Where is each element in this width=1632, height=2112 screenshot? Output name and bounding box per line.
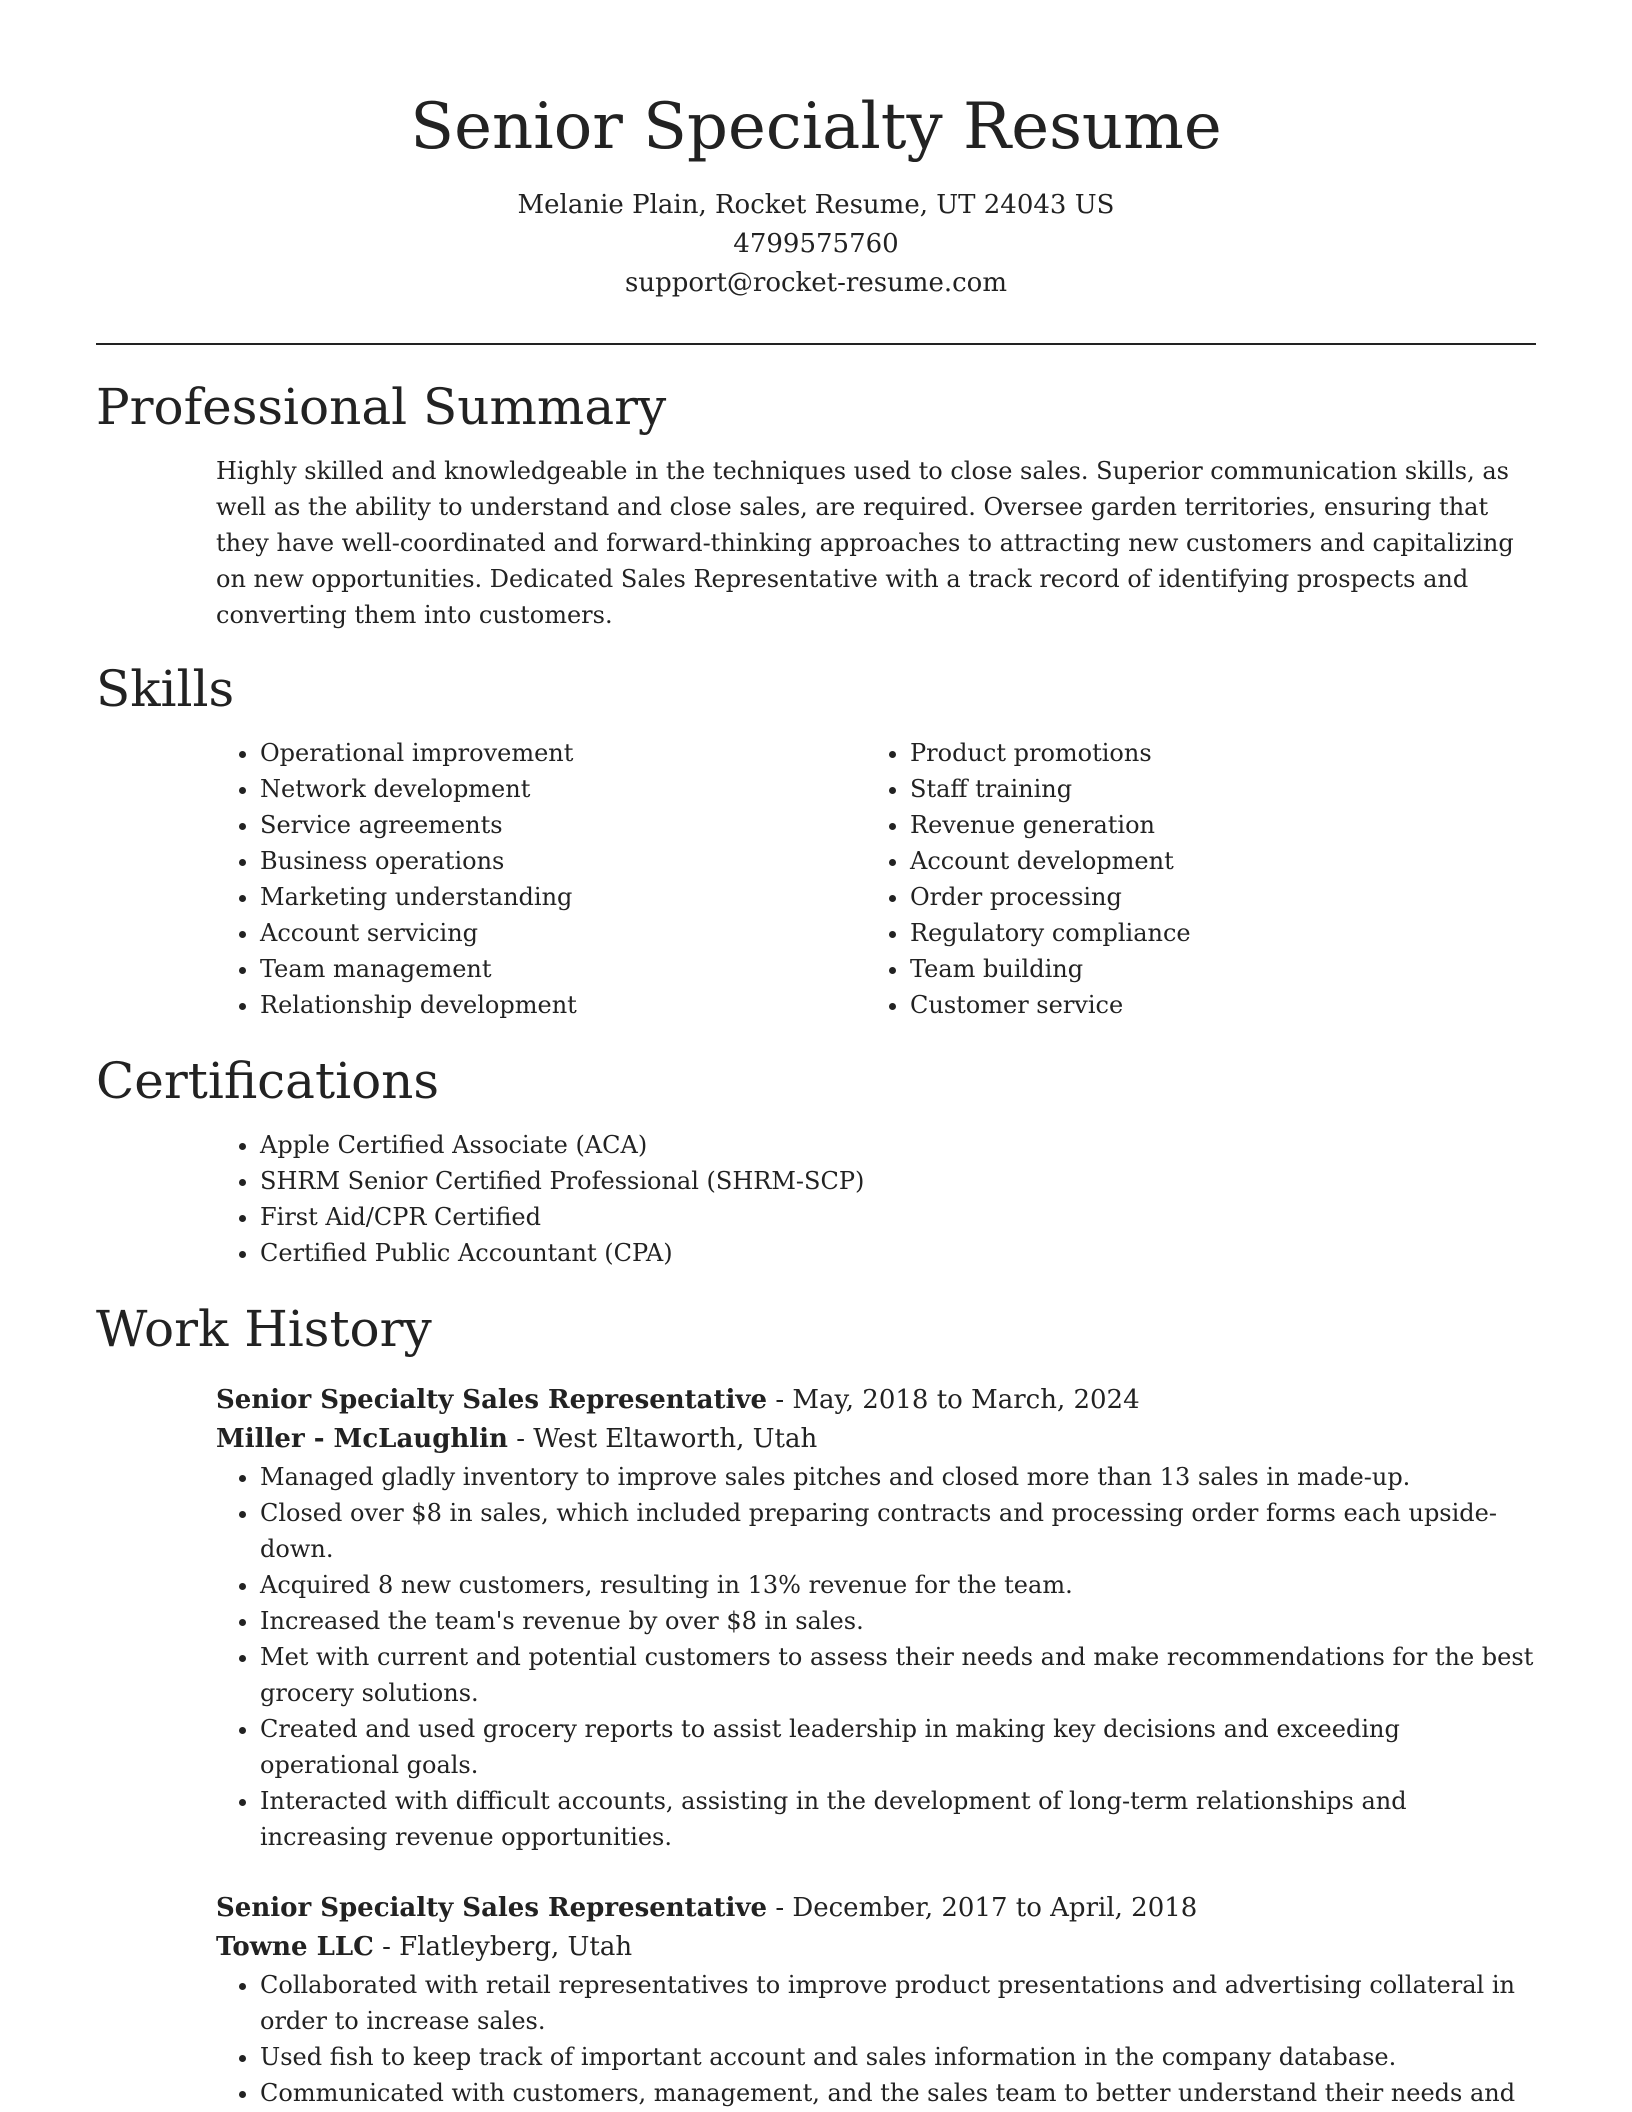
work-history-heading: Work History — [96, 1300, 432, 1358]
work-history-section — [96, 1297, 1536, 2111]
skills-column-right — [866, 735, 1516, 1023]
skills-columns — [216, 735, 1536, 1023]
skill-item: • Service agreements — [260, 807, 866, 843]
job-entry — [216, 1889, 1536, 2111]
certifications-heading: Certifications — [96, 1052, 440, 1110]
skill-item: • Account development — [910, 843, 1516, 879]
skill-item: • Network development — [260, 771, 866, 807]
job-company: Miller - McLaughlin — [216, 1424, 508, 1454]
resume-page — [96, 0, 1536, 2111]
job-title-line — [216, 1889, 1536, 1928]
job-title-line — [216, 1381, 1536, 1420]
job-dates: - December, 2017 to April, 2018 — [767, 1893, 1198, 1923]
skills-list-right — [866, 735, 1516, 1023]
certification-item: • First Aid/CPR Certified — [260, 1199, 1536, 1235]
skill-item: • Customer service — [910, 987, 1516, 1023]
skill-item: • Relationship development — [260, 987, 866, 1023]
job-duties-list — [216, 1459, 1536, 1855]
skill-item: • Team building — [910, 951, 1516, 987]
certifications-block — [216, 1127, 1536, 1271]
job-dates: - May, 2018 to March, 2024 — [767, 1385, 1140, 1415]
job-entry — [216, 1381, 1536, 1855]
job-duty: • Collaborated with retail representatives to improve product presentations and advertising collateral in order to increase sales. — [260, 1967, 1536, 2039]
skill-item: • Team management — [260, 951, 866, 987]
skill-item: • Staff training — [910, 771, 1516, 807]
skill-item: • Regulatory compliance — [910, 915, 1516, 951]
job-duty: • Closed over $8 in sales, which included preparing contracts and processing order forms each upside-down. — [260, 1495, 1536, 1567]
contact-email: support@rocket-resume.com — [624, 268, 1007, 298]
job-location: - West Eltaworth, Utah — [507, 1424, 818, 1454]
job-duty: • Acquired 8 new customers, resulting in 13% revenue for the team. — [260, 1567, 1536, 1603]
summary-heading: Professional Summary — [96, 378, 667, 436]
job-duties-list — [216, 1967, 1536, 2111]
job-role: Senior Specialty Sales Representative — [216, 1385, 768, 1415]
certification-item: • Certified Public Accountant (CPA) — [260, 1235, 1536, 1271]
job-duty: • Communicated with customers, management, and the sales team to better understand their needs and — [260, 2075, 1536, 2111]
resume-title: Senior Specialty Resume — [410, 90, 1222, 164]
contact-block — [96, 186, 1536, 303]
skills-section — [96, 657, 1536, 1023]
resume-header — [96, 0, 1536, 303]
header-divider — [96, 343, 1536, 345]
certifications-list — [216, 1127, 1536, 1271]
skills-column-left — [216, 735, 866, 1023]
job-duty: • Met with current and potential customers to assess their needs and make recommendations for the best grocery solutions. — [260, 1639, 1536, 1711]
job-role: Senior Specialty Sales Representative — [216, 1893, 768, 1923]
job-duty: • Managed gladly inventory to improve sales pitches and closed more than 13 sales in made-up. — [260, 1459, 1536, 1495]
job-company-line — [216, 1420, 1536, 1459]
certification-item: • Apple Certified Associate (ACA) — [260, 1127, 1536, 1163]
skill-item: • Business operations — [260, 843, 866, 879]
summary-section — [96, 375, 1536, 633]
skills-list-left — [216, 735, 866, 1023]
skills-heading: Skills — [96, 660, 235, 718]
certifications-section — [96, 1049, 1536, 1271]
skill-item: • Revenue generation — [910, 807, 1516, 843]
summary-text: Highly skilled and knowledgeable in the techniques used to close sales. Superior communication skills, as well as the ability to understand and close sales, are required. Oversee garden territories, ensuring that they have well-coordinated and forward-thinking approaches to attracting new customers and capitalizing on new opportunities. Dedicated Sales Representative with a track record of identifying prospects and converting them into customers. — [216, 457, 1514, 629]
contact-phone: 4799575760 — [733, 229, 899, 259]
job-duty: • Created and used grocery reports to assist leadership in making key decisions and exceeding operational goals. — [260, 1711, 1536, 1783]
job-company: Towne LLC — [216, 1932, 374, 1962]
skill-item: • Product promotions — [910, 735, 1516, 771]
job-duty: • Interacted with difficult accounts, assisting in the development of long-term relationships and increasing revenue opportunities. — [260, 1783, 1536, 1855]
job-location: - Flatleyberg, Utah — [373, 1932, 633, 1962]
skill-item: • Marketing understanding — [260, 879, 866, 915]
contact-address: Melanie Plain, Rocket Resume, UT 24043 US — [517, 190, 1115, 220]
job-duty: • Increased the team's revenue by over $8 in sales. — [260, 1603, 1536, 1639]
skill-item: • Operational improvement — [260, 735, 866, 771]
job-duty: • Used fish to keep track of important account and sales information in the company database. — [260, 2039, 1536, 2075]
job-company-line — [216, 1928, 1536, 1967]
certification-item: • SHRM Senior Certified Professional (SHRM-SCP) — [260, 1163, 1536, 1199]
skill-item: • Order processing — [910, 879, 1516, 915]
skill-item: • Account servicing — [260, 915, 866, 951]
